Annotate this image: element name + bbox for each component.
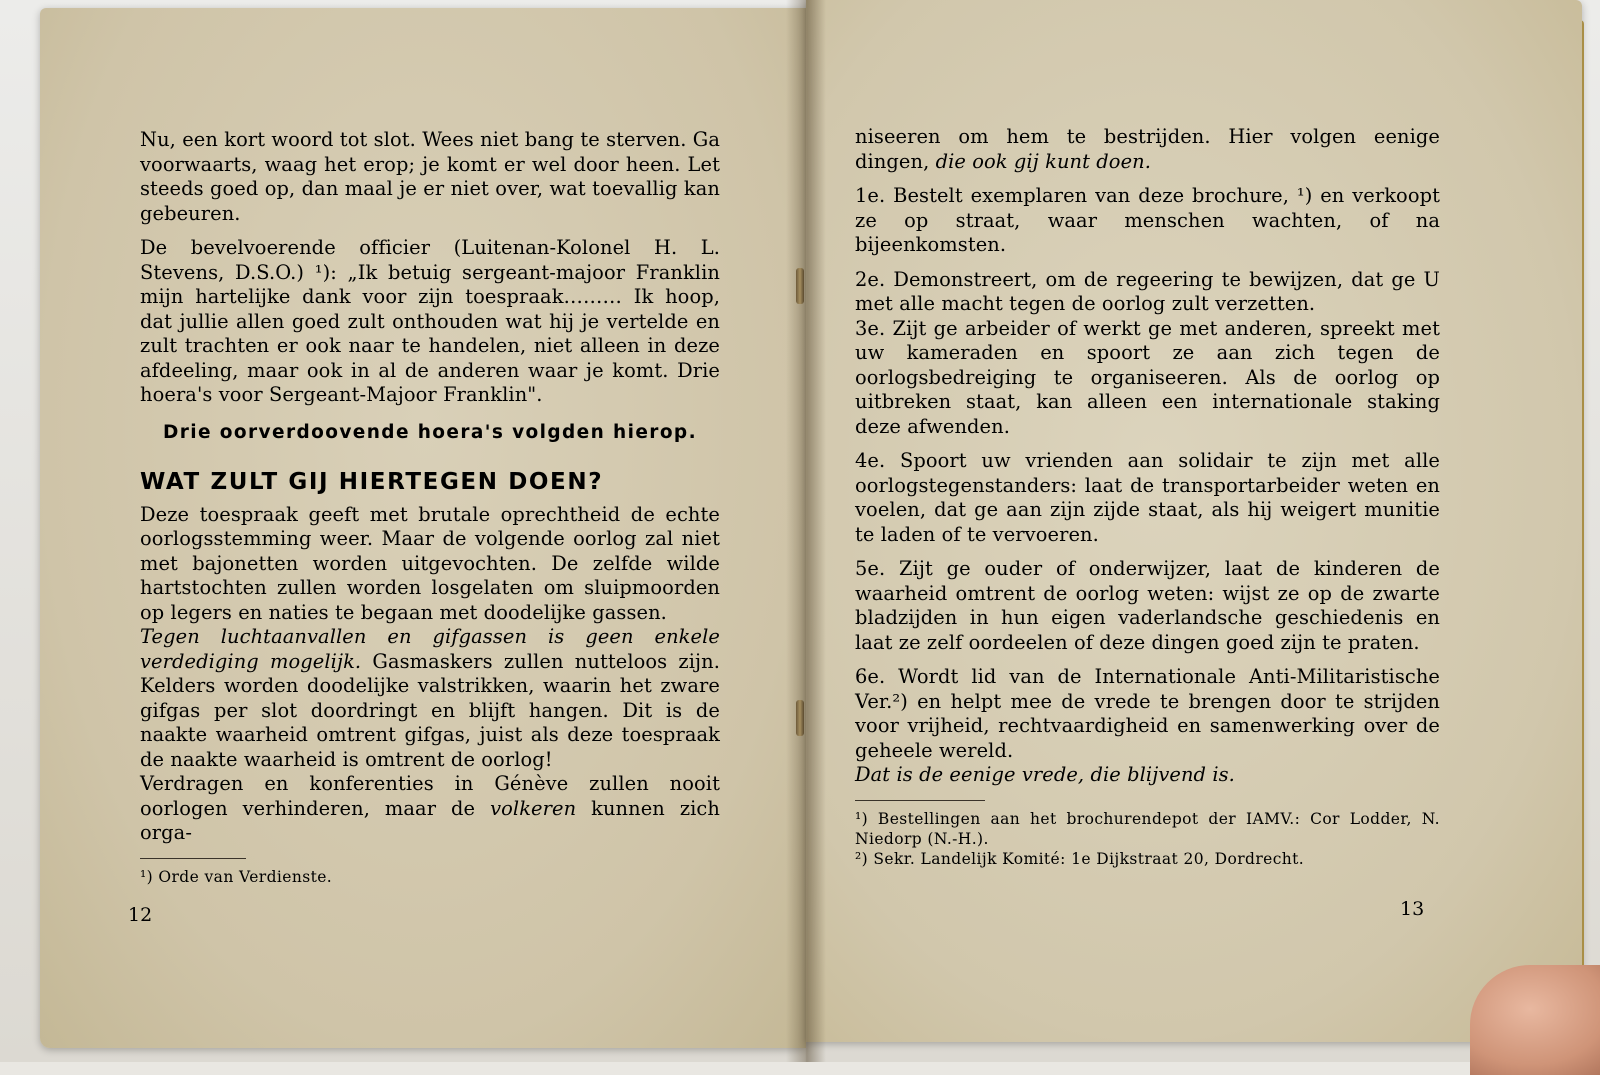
list-item: 1e. Bestelt exemplaren van deze brochure, ¹) en verkoopt ze op straat, waar menschen wachten, of na bijeenkomsten. [855, 184, 1440, 256]
list-item: 3e. Zijt ge arbeider of werkt ge met anderen, spreekt met uw kameraden en spoort ze aan zich tegen de oorlogsbedreiging te organiseeren. Als de oorlog op uitbreken staat, kan alleen een internationale staking deze afwenden. [855, 316, 1440, 438]
list-item: 4e. Spoort uw vrienden aan solidair te zijn met alle oorlogstegenstanders: laat de transportarbeider weten en voelen, dat ge aan zijn zijde staat, als hij weigert munitie te laden of te vervoeren. [855, 449, 1440, 546]
paragraph: Deze toespraak geeft met brutale oprechtheid de echte oorlogsstemming weer. Maar de volgende oorlog zal niet met bajonetten worden uitgevochten. De zelfde wilde hartstochten zullen worden losgelaten om sluipmoorden op legers en naties te begaan met doodelijke gassen. [140, 502, 720, 624]
paragraph: Nu, een kort woord tot slot. Wees niet bang te sterven. Ga voorwaarts, waag het erop; je komt er wel door heen. Let steeds goed op, dan maal je er niet over, wat toevallig kan gebeuren. [140, 128, 720, 225]
paragraph-text: niseeren om hem te bestrijden. Hier volgen eenige dingen, [855, 125, 1440, 173]
right-page-text [855, 125, 1440, 869]
list-item: 5e. Zijt ge ouder of onderwijzer, laat de kinderen de waarheid omtrent de oorlog weten: wijst ze op de zwarte bladzijden in hun eigen vaderlandsche geschiedenis en laat ze zelf oordeelen of deze dingen goed zijn te praten. [855, 557, 1440, 654]
paragraph [140, 772, 720, 846]
footnote-divider [855, 800, 985, 801]
italic-text: die ook gij kunt doen. [935, 149, 1152, 173]
left-page-text [140, 128, 720, 887]
footnote-divider [140, 858, 246, 859]
paragraph-text: Verdragen en konferenties in Génève zullen nooit oorlogen verhinderen, maar de [140, 772, 720, 820]
paragraph [855, 125, 1440, 174]
book-gutter [786, 0, 826, 1062]
list-item: 6e. Wordt lid van de Internationale Anti-Militaristische Ver.²) en helpt mee de vrede te brengen door te strijden voor vrijheid, rechtvaardigheid en samenwerking over de geheele wereld. [855, 665, 1440, 762]
page-number: 13 [1400, 898, 1425, 920]
thumb [1470, 965, 1600, 1075]
section-heading: WAT ZULT GIJ HIERTEGEN DOEN? [140, 468, 604, 495]
paragraph [140, 625, 720, 772]
page-number: 12 [128, 904, 153, 926]
staple-bottom [796, 700, 804, 736]
staple-top [796, 268, 804, 304]
paragraph-text: kunnen zich orga- [140, 796, 720, 844]
list-item: 2e. Demonstreert, om de regeering te bewijzen, dat ge U met alle macht tegen de oorlog zult verzetten. [855, 267, 1440, 315]
footnote: ²) Sekr. Landelijk Komité: 1e Dijkstraat 20, Dordrecht. [855, 849, 1305, 868]
footnote: ¹) Orde van Verdienste. [140, 867, 333, 886]
bold-note: Drie oorverdoovende hoera's volgden hierop. [162, 421, 698, 443]
italic-text: Tegen luchtaanvallen en gifgassen is geen enkele verdediging mogelijk. [140, 625, 720, 673]
paragraph-text: Gasmaskers zullen nutteloos zijn. Kelders worden doodelijke valstrikken, waarin het zware gifgas per slot doordringt en blijft hangen. Dit is de naakte waarheid omtrent gifgas, juist als deze toespraak de naakte waarheid is omtrent de oorlog! [140, 649, 720, 771]
closing-line: Dat is de eenige vrede, die blijvend is. [855, 763, 1235, 786]
footnote: ¹) Bestellingen aan het brochurendepot der IAMV.: Cor Lodder, N. Niedorp (N.-H.). [855, 809, 1440, 848]
italic-text: volkeren [490, 796, 577, 820]
paragraph: De bevelvoerende officier (Luitenan-Kolonel H. L. Stevens, D.S.O.) ¹): „Ik betuig sergeant-majoor Franklin mijn hartelijke dank voor zijn toespraak……… Ik hoop, dat jullie allen goed zult onthouden wat hij je vertelde en zult trachten er ook naar te handelen, niet alleen in deze afdeeling, maar ook in al de anderen waar je komt. Drie hoera's voor Sergeant-Majoor Franklin". [140, 236, 720, 406]
